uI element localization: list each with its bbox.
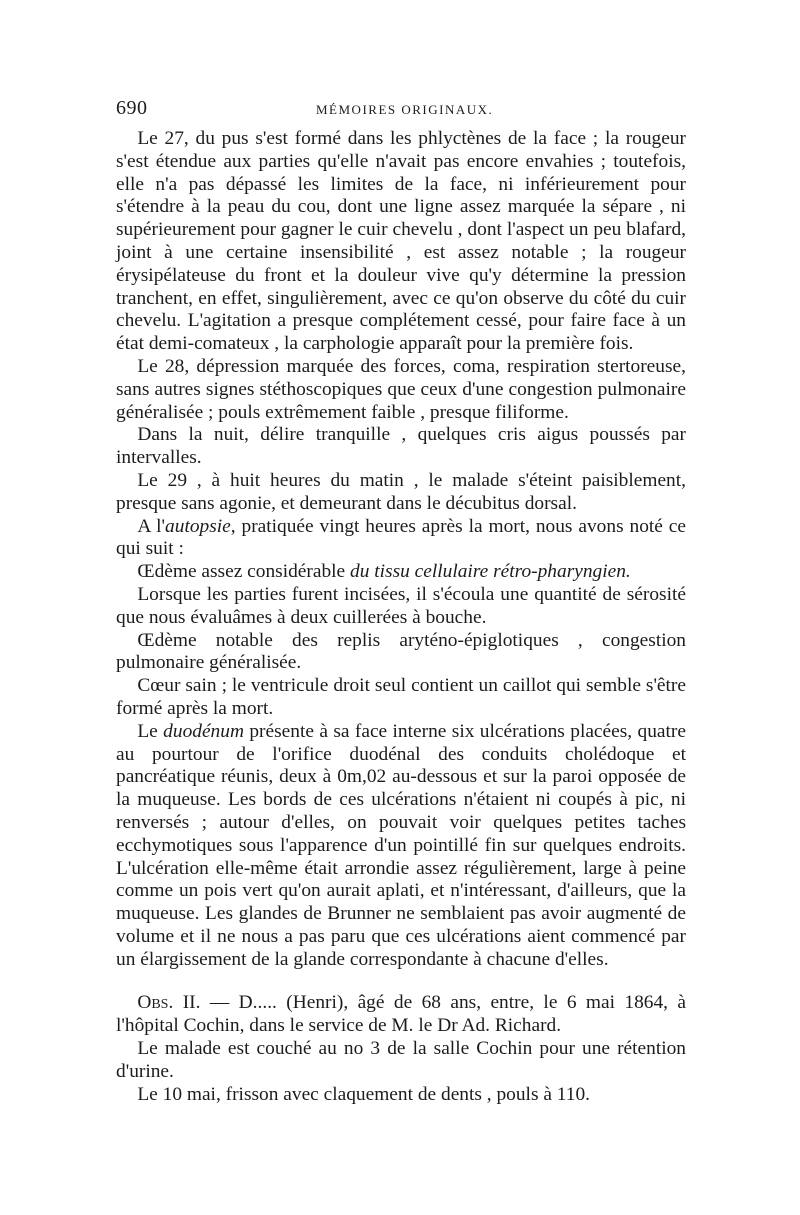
text-run: , pratiquée vingt heures après la mort, nous avons noté ce qui suit :	[116, 515, 686, 560]
text-run: présente à sa face interne six ulcérations placées, quatre au pourtour de l'orifice duodénal des conduits cholédoque et pancréatique réunis, deux à 0m,02 au-dessous et sur la paroi opposée de la muqueuse. Les bords de ces ulcérations n'étaient ni coupés à pic, ni renversés ; autour d'elles, on pouvait voir quelques petites taches ecchymotiques sous l'apparence d'un pointillé fin sur quelques endroits. L'ulcération elle-même était arrondie assez régulièrement, large à peine comme un pois vert qu'on aurait aplati, et n'intéressant, d'ailleurs, que la muqueuse. Les glandes de Brunner ne semblaient pas avoir augmenté de volume et il ne nous a pas paru que ces ulcérations aient commencé par un élargissement de la glande correspondante à chacune d'elles.	[116, 720, 686, 970]
text-run: Œdème assez considérable	[137, 561, 351, 583]
text-run: Le	[137, 720, 164, 742]
paragraph: Le 27, du pus s'est formé dans les phlyctènes de la face ; la rougeur s'est étendue aux parties qu'elle n'avait pas encore envahies ; toutefois, elle n'a pas dépassé les limites de la face, ni inférieurement pour s'étendre à la peau du cou, dont une ligne assez marquée la sépare , ni supérieurement pour gagner le cuir chevelu , dont l'aspect un peu blafard, joint à une certaine insensibilité , est assez notable ; la rougeur érysipélateuse du front et la douleur vive qu'y détermine la pression tranchent, en effet, singulièrement, avec ce qu'on observe du côté du cuir chevelu. L'agitation a presque complétement cessé, pour faire face à un état demi-comateux , la carphologie apparaît pour la première fois.	[116, 128, 686, 355]
paragraph: Cœur sain ; le ventricule droit seul contient un caillot qui semble s'être formé après la mort.	[116, 675, 686, 719]
paragraph-duodenum	[116, 721, 686, 972]
paragraph-oedeme	[116, 561, 686, 584]
paragraph: Le 29 , à huit heures du matin , le malade s'éteint paisiblement, presque sans agonie, et demeurant dans le décubitus dorsal.	[116, 469, 686, 514]
body-text	[116, 128, 686, 1106]
observation-label: Obs. II.	[137, 992, 201, 1014]
paragraph: Lorsque les parties furent incisées, il s'écoula une quantité de sérosité que nous évaluâmes à deux cuillerées à bouche.	[116, 583, 686, 628]
page-number: 690	[116, 97, 148, 119]
text-run: A l'	[137, 515, 166, 537]
page-header	[116, 97, 686, 121]
italic-term: du tissu cellulaire rétro-pharyngien.	[350, 561, 631, 583]
paragraph: Dans la nuit, délire tranquille , quelques cris aigus poussés par intervalles.	[116, 424, 686, 469]
paragraph-autopsie	[116, 516, 686, 562]
paragraph: Œdème notable des replis aryténo-épiglotiques , congestion pulmonaire généralisée.	[116, 629, 686, 674]
paragraph: Le 10 mai, frisson avec claquement de dents , pouls à 110.	[137, 1083, 591, 1105]
observation-heading	[116, 992, 686, 1038]
italic-term: autopsie	[165, 515, 231, 537]
paragraph: Le 28, dépression marquée des forces, coma, respiration stertoreuse, sans autres signes stéthoscopiques que ceux d'une congestion pulmonaire généralisée ; pouls extrêmement faible , presque filiforme.	[116, 355, 686, 423]
text-run: — D..... (Henri), âgé de 68 ans, entre, le 6 mai 1864, à l'hôpital Cochin, dans le service de M. le Dr Ad. Richard.	[116, 992, 686, 1037]
italic-term: duodénum	[163, 720, 244, 742]
running-title: MÉMOIRES ORIGINAUX.	[316, 102, 494, 117]
paragraph: Le malade est couché au no 3 de la salle Cochin pour une rétention d'urine.	[116, 1038, 686, 1082]
